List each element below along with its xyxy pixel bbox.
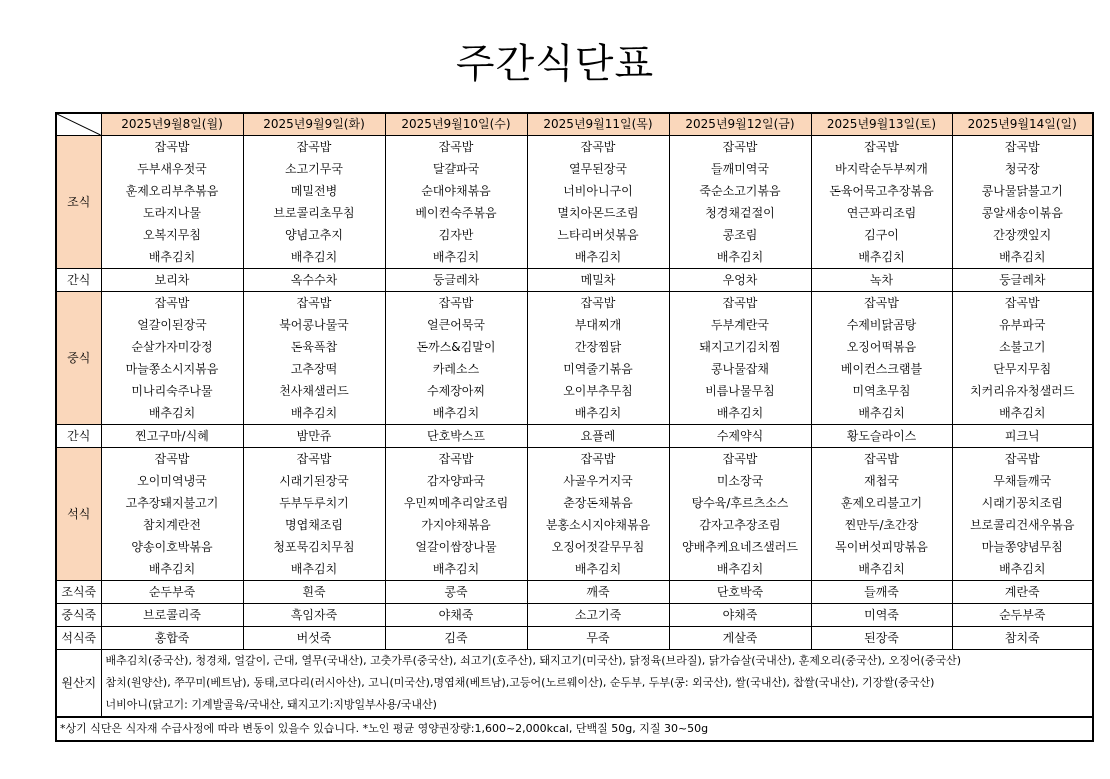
menu-item: 배추김치 <box>716 562 764 576</box>
menu-item: 피크닉 <box>952 425 1093 448</box>
porridge_b-row <box>56 581 1093 604</box>
menu-item: 들깨죽 <box>811 581 952 604</box>
day-header: 2025년9월8일(월) <box>101 113 243 136</box>
menu-item: 잡곡밥 <box>438 452 474 466</box>
menu-item: 배추김치 <box>290 562 338 576</box>
lunch-cell <box>669 292 811 425</box>
menu-item: 수제장아찌 <box>427 384 485 398</box>
menu-item: 오징어떡볶음 <box>846 340 917 354</box>
menu-item: 고추장떡 <box>290 362 338 376</box>
lunch-cell <box>811 292 952 425</box>
menu-item: 명엽채조림 <box>285 518 343 532</box>
corner-cell <box>56 113 101 136</box>
menu-item: 잡곡밥 <box>722 296 758 310</box>
day-header: 2025년9월9일(화) <box>243 113 385 136</box>
breakfast-cell <box>952 136 1093 269</box>
day-header: 2025년9월10일(수) <box>385 113 527 136</box>
menu-item: 깨죽 <box>527 581 669 604</box>
menu-item: 잡곡밥 <box>154 452 190 466</box>
menu-item: 요플레 <box>527 425 669 448</box>
snack2-label: 간식 <box>56 425 101 448</box>
menu-item: 콩죽 <box>385 581 527 604</box>
menu-item: 잡곡밥 <box>580 296 616 310</box>
menu-item: 너비아니구이 <box>563 184 633 198</box>
menu-item: 두부계란국 <box>711 318 769 332</box>
menu-item: 배추김치 <box>148 562 196 576</box>
menu-item: 김구이 <box>864 228 899 242</box>
menu-item: 배추김치 <box>148 250 196 264</box>
menu-item: 탕수육/후르츠소스 <box>691 496 789 510</box>
lunch-label: 중식 <box>56 292 101 425</box>
menu-item: 춘장돈채볶음 <box>563 496 633 510</box>
menu-item: 사골우거지국 <box>563 474 633 488</box>
menu-item: 훈제오리부추볶음 <box>125 184 219 198</box>
menu-item: 카레소스 <box>432 362 480 376</box>
menu-item: 순두부죽 <box>101 581 243 604</box>
menu-item: 오징어젓갈무무침 <box>551 540 645 554</box>
menu-item: 배추김치 <box>148 406 196 420</box>
menu-item: 잡곡밥 <box>580 452 616 466</box>
menu-item: 게살죽 <box>669 627 811 650</box>
menu-item: 간장깻잎지 <box>993 228 1052 242</box>
menu-item: 오이미역냉국 <box>137 474 207 488</box>
menu-item: 돼지고기김치찜 <box>699 340 781 354</box>
menu-item: 미역초무침 <box>852 384 911 398</box>
menu-item: 콩나물닭불고기 <box>981 184 1063 198</box>
menu-item: 가지야채볶음 <box>421 518 491 532</box>
menu-item: 잡곡밥 <box>1004 296 1040 310</box>
menu-item: 우민찌메추리알조림 <box>403 496 509 510</box>
note-text: *상기 식단은 식자재 수급사정에 따라 변동이 있을수 있습니다. *노인 평균 영양권장량:1,600~2,000kcal, 단백질 50g, 지질 30~50g <box>56 717 1093 741</box>
menu-item: 비름나물무침 <box>705 384 775 398</box>
menu-item: 배추김치 <box>574 406 622 420</box>
dinner-cell <box>811 448 952 581</box>
menu-item: 흰죽 <box>243 581 385 604</box>
porridge_d-label: 석식죽 <box>56 627 101 650</box>
menu-item: 감자양파국 <box>427 474 485 488</box>
menu-item: 북어콩나물국 <box>279 318 349 332</box>
porridge_l-row <box>56 604 1093 627</box>
menu-item: 무죽 <box>527 627 669 650</box>
menu-item: 콩알새송이볶음 <box>981 206 1063 220</box>
day-header: 2025년9월11일(목) <box>527 113 669 136</box>
menu-item: 배추김치 <box>716 250 764 264</box>
menu-item: 연근꽈리조림 <box>846 206 917 220</box>
snack1-label: 간식 <box>56 269 101 292</box>
porridge_b-label: 조식죽 <box>56 581 101 604</box>
breakfast-cell <box>527 136 669 269</box>
menu-item: 멸치아몬드조림 <box>557 206 639 220</box>
menu-item: 배추김치 <box>999 562 1046 576</box>
menu-item: 잡곡밥 <box>1004 140 1040 154</box>
menu-item: 잡곡밥 <box>864 452 899 466</box>
menu-item: 수제비닭곰탕 <box>846 318 917 332</box>
menu-item: 잡곡밥 <box>154 296 190 310</box>
menu-item: 콩조림 <box>722 228 758 242</box>
breakfast-cell <box>243 136 385 269</box>
menu-item: 청포묵김치무침 <box>273 540 355 554</box>
menu-item: 배추김치 <box>574 562 622 576</box>
menu-item: 브로콜리건새우볶음 <box>970 518 1075 532</box>
origin-row <box>56 650 1093 718</box>
breakfast-cell <box>669 136 811 269</box>
menu-item: 베이컨숙주볶음 <box>415 206 497 220</box>
menu-item: 청국장 <box>1004 162 1040 176</box>
menu-item: 김죽 <box>385 627 527 650</box>
menu-item: 돈까스&김말이 <box>416 340 496 354</box>
menu-item: 잡곡밥 <box>296 140 332 154</box>
menu-item: 느타리버섯볶음 <box>557 228 639 242</box>
menu-item: 단호박스프 <box>385 425 527 448</box>
menu-item: 소불고기 <box>999 340 1046 354</box>
menu-item: 배추김치 <box>858 406 905 420</box>
dinner-cell <box>669 448 811 581</box>
lunch-row <box>56 292 1093 425</box>
menu-item: 배추김치 <box>999 406 1046 420</box>
dinner-row <box>56 448 1093 581</box>
dinner-cell <box>952 448 1093 581</box>
menu-item: 잡곡밥 <box>296 296 332 310</box>
menu-item: 양배추케요네즈샐러드 <box>682 540 798 554</box>
dinner-label: 석식 <box>56 448 101 581</box>
dinner-cell <box>101 448 243 581</box>
menu-item: 미역죽 <box>811 604 952 627</box>
menu-item: 참치계란전 <box>143 518 201 532</box>
menu-item: 잡곡밥 <box>154 140 190 154</box>
day-header: 2025년9월12일(금) <box>669 113 811 136</box>
menu-item: 둥글레차 <box>952 269 1093 292</box>
menu-item: 잡곡밥 <box>722 452 758 466</box>
menu-item: 메밀차 <box>527 269 669 292</box>
menu-item: 된장죽 <box>811 627 952 650</box>
menu-item: 찐고구마/식혜 <box>101 425 243 448</box>
breakfast-row <box>56 136 1093 269</box>
lunch-cell <box>385 292 527 425</box>
lunch-cell <box>243 292 385 425</box>
menu-item: 훈제오리불고기 <box>840 496 923 510</box>
weekly-menu-table <box>55 112 1094 742</box>
menu-item: 베이컨스크램블 <box>840 362 923 376</box>
menu-item: 소고기무국 <box>285 162 343 176</box>
menu-item: 옥수수차 <box>243 269 385 292</box>
menu-item: 브로콜리초무침 <box>273 206 355 220</box>
menu-item: 마늘쫑양념무침 <box>981 540 1063 554</box>
menu-item: 돈육폭찹 <box>290 340 338 354</box>
menu-item: 순대야채볶음 <box>421 184 491 198</box>
menu-item: 잡곡밥 <box>438 296 474 310</box>
lunch-cell <box>527 292 669 425</box>
day-header: 2025년9월13일(토) <box>811 113 952 136</box>
menu-item: 미역줄기볶음 <box>563 362 633 376</box>
breakfast-cell <box>385 136 527 269</box>
menu-item: 순두부죽 <box>952 604 1093 627</box>
menu-item: 미나리숙주나물 <box>131 384 213 398</box>
menu-item: 배추김치 <box>858 562 905 576</box>
lunch-cell <box>101 292 243 425</box>
menu-item: 시래기된장국 <box>279 474 349 488</box>
snack2-row <box>56 425 1093 448</box>
day-header: 2025년9월14일(일) <box>952 113 1093 136</box>
menu-item: 감자고추장조림 <box>699 518 781 532</box>
menu-item: 배추김치 <box>290 250 338 264</box>
menu-item: 무채들깨국 <box>993 474 1052 488</box>
dinner-cell <box>527 448 669 581</box>
menu-item: 보리차 <box>101 269 243 292</box>
menu-item: 잡곡밥 <box>722 140 758 154</box>
page-title: 주간식단표 <box>455 41 655 87</box>
menu-item: 홍합죽 <box>101 627 243 650</box>
menu-item: 잡곡밥 <box>864 296 899 310</box>
menu-item: 배추김치 <box>432 406 480 420</box>
header-row <box>56 113 1093 136</box>
menu-item: 둥글레차 <box>385 269 527 292</box>
menu-item: 돈육어묵고추장볶음 <box>829 184 934 198</box>
menu-item: 얼갈이쌈장나물 <box>415 540 497 554</box>
menu-item: 배추김치 <box>432 250 480 264</box>
menu-item: 잡곡밥 <box>580 140 616 154</box>
porridge_d-row <box>56 627 1093 650</box>
menu-item: 메밀전병 <box>290 184 338 198</box>
menu-item: 버섯죽 <box>243 627 385 650</box>
menu-item: 브로콜리죽 <box>101 604 243 627</box>
menu-item: 두부새우젓국 <box>137 162 207 176</box>
menu-item: 유부파국 <box>999 318 1046 332</box>
menu-item: 미소장국 <box>716 474 764 488</box>
menu-item: 들깨미역국 <box>711 162 769 176</box>
menu-item: 배추김치 <box>716 406 764 420</box>
menu-item: 고추장돼지불고기 <box>125 496 219 510</box>
menu-item: 수제약식 <box>669 425 811 448</box>
menu-item: 오이부추무침 <box>563 384 633 398</box>
menu-item: 배추김치 <box>999 250 1046 264</box>
menu-item: 목이버섯피망볶음 <box>835 540 928 554</box>
menu-item: 콩나물잡채 <box>711 362 769 376</box>
menu-item: 얼큰어묵국 <box>427 318 485 332</box>
menu-item: 달걀파국 <box>432 162 480 176</box>
menu-item: 우엉차 <box>669 269 811 292</box>
menu-item: 오복지무침 <box>143 228 201 242</box>
menu-item: 단호박죽 <box>669 581 811 604</box>
menu-item: 소고기죽 <box>527 604 669 627</box>
menu-item: 야채죽 <box>385 604 527 627</box>
breakfast-cell <box>101 136 243 269</box>
menu-item: 마늘쫑소시지볶음 <box>125 362 219 376</box>
menu-item: 흑임자죽 <box>243 604 385 627</box>
menu-item: 잡곡밥 <box>864 140 899 154</box>
menu-item: 천사채샐러드 <box>279 384 349 398</box>
menu-item: 간장찜닭 <box>574 340 622 354</box>
menu-item: 양송이호박볶음 <box>131 540 213 554</box>
menu-item: 황도슬라이스 <box>811 425 952 448</box>
menu-item: 열무된장국 <box>569 162 627 176</box>
origin-label: 원산지 <box>56 650 101 718</box>
menu-item: 배추김치 <box>574 250 622 264</box>
menu-item: 녹차 <box>811 269 952 292</box>
dinner-cell <box>243 448 385 581</box>
menu-item: 잡곡밥 <box>438 140 474 154</box>
menu-item: 배추김치 <box>290 406 338 420</box>
menu-item: 밤만쥬 <box>243 425 385 448</box>
menu-item: 잡곡밥 <box>1004 452 1040 466</box>
menu-item: 찐만두/초간장 <box>844 518 919 532</box>
lunch-cell <box>952 292 1093 425</box>
menu-item: 야채죽 <box>669 604 811 627</box>
menu-item: 바지락순두부찌개 <box>835 162 928 176</box>
menu-item: 도라지나물 <box>143 206 201 220</box>
menu-item: 얼갈이된장국 <box>137 318 207 332</box>
menu-item: 분홍소시지야채볶음 <box>545 518 651 532</box>
menu-item: 양념고추지 <box>285 228 343 242</box>
menu-item: 단무지무침 <box>993 362 1052 376</box>
breakfast-cell <box>811 136 952 269</box>
snack1-row <box>56 269 1093 292</box>
menu-item: 배추김치 <box>432 562 480 576</box>
menu-item: 배추김치 <box>858 250 905 264</box>
origin-line: 너비아니(닭고기: 기계발골육/국내산, 돼지고기:지방일부사용/국내산) <box>105 698 437 711</box>
porridge_l-label: 중식죽 <box>56 604 101 627</box>
menu-item: 참치죽 <box>952 627 1093 650</box>
menu-item: 청경채겉절이 <box>705 206 775 220</box>
menu-item: 부대찌개 <box>574 318 622 332</box>
dinner-cell <box>385 448 527 581</box>
menu-item: 잡곡밥 <box>296 452 332 466</box>
origin-line: 참치(원양산), 쭈꾸미(베트남), 동태,코다리(러시아산), 고니(미국산),명엽채(베트남),고등어(노르웨이산), 순두부, 두부(콩: 외국산), 쌀(국내산), 찹쌀(국내산), 기장쌀(중국산) <box>105 676 935 689</box>
menu-item: 김자반 <box>438 228 474 242</box>
menu-item: 계란죽 <box>952 581 1093 604</box>
origin-line: 배추김치(중국산), 청경채, 얼갈이, 근대, 열무(국내산), 고춧가루(중국산), 쇠고기(호주산), 돼지고기(미국산), 닭정육(브라질), 닭가슴살(국내산), 훈제오리(중국산), 오징어(중국산) <box>105 654 961 667</box>
menu-item: 치커리유자청샐러드 <box>970 384 1075 398</box>
menu-item: 순살가자미강정 <box>131 340 213 354</box>
menu-item: 죽순소고기볶음 <box>699 184 781 198</box>
menu-item: 시래기꽁치조림 <box>981 496 1063 510</box>
breakfast-label: 조식 <box>56 136 101 269</box>
note-row <box>56 717 1093 741</box>
menu-item: 재첩국 <box>864 474 899 488</box>
menu-item: 두부두루치기 <box>279 496 349 510</box>
origin-cell <box>101 650 1093 718</box>
